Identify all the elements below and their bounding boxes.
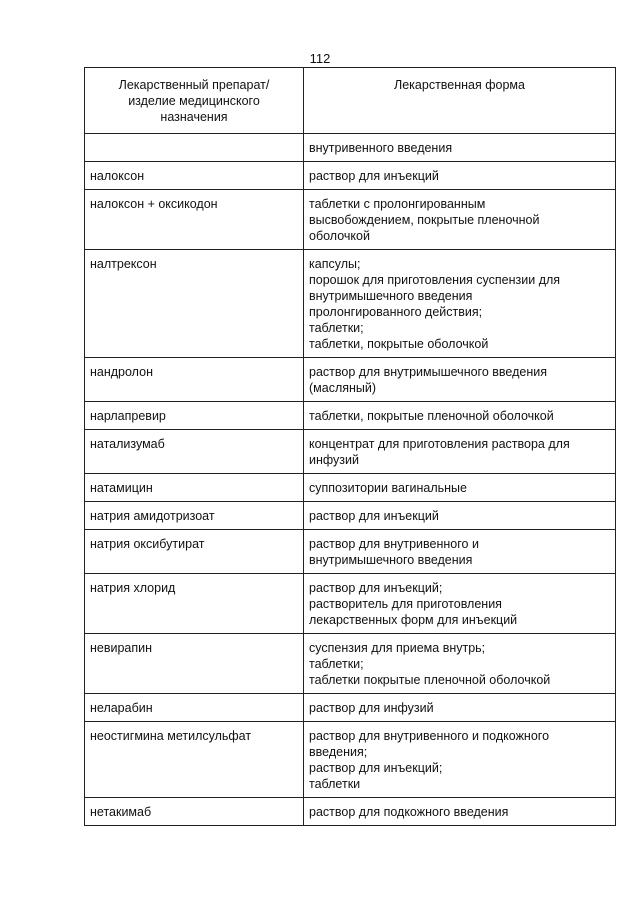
table-row — [85, 250, 616, 358]
drug-cell: натрия амидотризоат — [85, 502, 304, 530]
table-row — [85, 162, 616, 190]
form-cell: раствор для инъекций — [304, 502, 616, 530]
drug-cell: невирапин — [85, 634, 304, 694]
drug-cell: натрия оксибутират — [85, 530, 304, 574]
drug-cell: неларабин — [85, 694, 304, 722]
drug-cell: нарлапревир — [85, 402, 304, 430]
form-cell: раствор для внутривенного и подкожного введения; раствор для инъекций; таблетки — [304, 722, 616, 798]
form-cell: раствор для инфузий — [304, 694, 616, 722]
table-row — [85, 502, 616, 530]
table-row — [85, 134, 616, 162]
drug-cell: нандролон — [85, 358, 304, 402]
table-row — [85, 694, 616, 722]
form-cell: раствор для подкожного введения — [304, 798, 616, 826]
form-cell: концентрат для приготовления раствора для инфузий — [304, 430, 616, 474]
table-row — [85, 358, 616, 402]
drug-cell: натамицин — [85, 474, 304, 502]
drug-cell: налоксон + оксикодон — [85, 190, 304, 250]
table-row — [85, 574, 616, 634]
drug-cell: неостигмина метилсульфат — [85, 722, 304, 798]
drug-cell: натализумаб — [85, 430, 304, 474]
form-cell: раствор для внутривенного и внутримышечного введения — [304, 530, 616, 574]
table-row — [85, 722, 616, 798]
table-header-row — [85, 68, 616, 134]
table-row — [85, 402, 616, 430]
form-cell: внутривенного введения — [304, 134, 616, 162]
table-row — [85, 430, 616, 474]
drug-cell — [85, 134, 304, 162]
drug-cell: натрия хлорид — [85, 574, 304, 634]
form-cell: раствор для инъекций — [304, 162, 616, 190]
form-cell: раствор для инъекций; растворитель для приготовления лекарственных форм для инъекций — [304, 574, 616, 634]
table-row — [85, 634, 616, 694]
drug-cell: нетакимаб — [85, 798, 304, 826]
drug-cell: налоксон — [85, 162, 304, 190]
form-cell: таблетки, покрытые пленочной оболочкой — [304, 402, 616, 430]
table-row — [85, 190, 616, 250]
table-row — [85, 530, 616, 574]
form-cell: таблетки с пролонгированным высвобождением, покрытые пленочной оболочкой — [304, 190, 616, 250]
header-drug: Лекарственный препарат/ изделие медицинского назначения — [85, 68, 304, 134]
form-cell: суспензия для приема внутрь; таблетки; таблетки покрытые пленочной оболочкой — [304, 634, 616, 694]
form-cell: раствор для внутримышечного введения (масляный) — [304, 358, 616, 402]
table-row — [85, 474, 616, 502]
table-row — [85, 798, 616, 826]
drug-table — [84, 67, 616, 826]
form-cell: суппозитории вагинальные — [304, 474, 616, 502]
drug-cell: налтрексон — [85, 250, 304, 358]
form-cell: капсулы; порошок для приготовления суспензии для внутримышечного введения пролонгированного действия; таблетки; таблетки, покрытые оболочкой — [304, 250, 616, 358]
page-number: 112 — [309, 51, 331, 66]
header-form: Лекарственная форма — [304, 68, 616, 134]
